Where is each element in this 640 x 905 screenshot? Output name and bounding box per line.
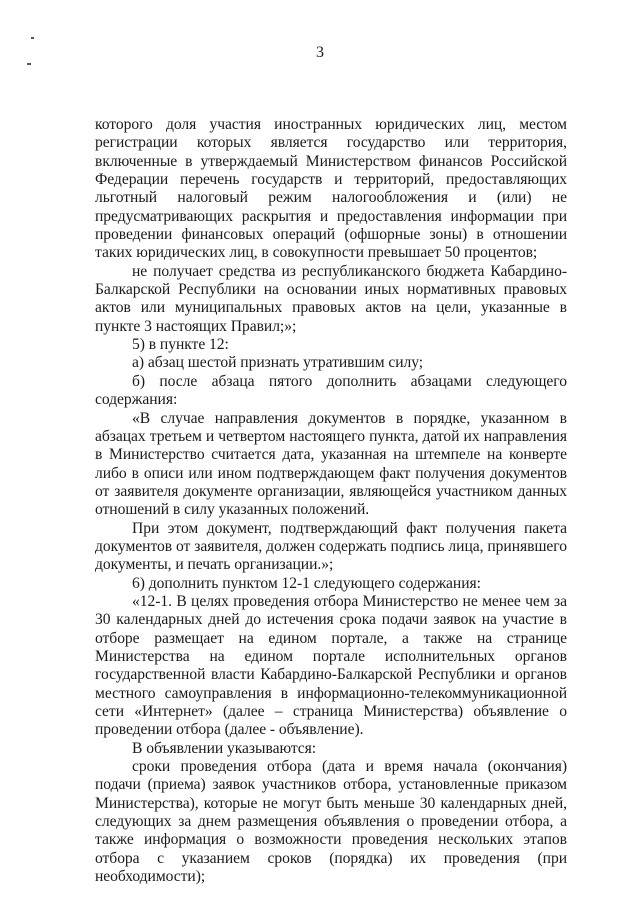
paragraph-selection-deadlines: сроки проведения отбора (дата и время начала (окончания) подачи (приема) заявок участников отбора, установленные приказом Министерства), которые не могут быть меньше 30 календарных дней, следующих за днем размещения объявления о проведении отбора, а также информация о возможности проведения нескольких этапов отбора с указанием сроков (порядка) их проведения (при необходимости);: [95, 758, 567, 886]
paragraph-announcement-contents: В объявлении указываются:: [132, 739, 317, 757]
paragraph-budget-condition: не получает средства из республиканского бюджета Кабардино-Балкарской Республики на основании иных нормативных правовых актов или муниципальных правовых актов на цели, указанные в пункте 3 настоящих Правил;»;: [95, 262, 567, 335]
paragraph-item-6: 6) дополнить пунктом 12-1 следующего содержания:: [132, 574, 481, 592]
paragraph-item-5a: а) абзац шестой признать утратившим силу;: [132, 354, 424, 372]
paragraph-continuation: которого доля участия иностранных юридических лиц, местом регистрации которых является государство или территория, включенные в утверждаемый Министерством финансов Российской Федерации перечень государств и территорий, предоставляющих льготный налоговый режим налогообложения и (или) не предусматривающих раскрытия и предоставления информации при проведении финансовых операций (офшорные зоны) в отношении таких юридических лиц, в совокупности превышает 50 процентов;: [95, 116, 567, 262]
paragraph-receipt-document: При этом документ, подтверждающий факт получения пакета документов от заявителя, должен содержать подпись лица, принявшего документы, и печать организации.»;: [95, 519, 567, 574]
paragraph-item-12-1: «12-1. В целях проведения отбора Министерство не менее чем за 30 календарных дней до истечения срока подачи заявок на участие в отборе размещает на едином портале, а также на странице Министерства на едином портале исполнительных органов государственной власти Кабардино-Балкарской Республики и органов местного самоуправления в информационно-телекоммуникационной сети «Интернет» (далее – страница Министерства) объявление о проведении отбора (далее - объявление).: [95, 592, 567, 739]
document-body: [95, 116, 567, 886]
paragraph-sending-documents: «В случае направления документов в порядке, указанном в абзацах третьем и четвертом настоящего пункта, датой их направления в Министерство считается дата, указанная на штемпеле на конверте либо в описи или ином подтверждающем факт получения документов от заявителя документе организации, являющейся участником данных отношений в силу указанных положений.: [95, 409, 567, 519]
paragraph-item-5b: б) после абзаца пятого дополнить абзацами следующего содержания:: [95, 372, 567, 409]
paragraph-item-5: 5) в пункте 12:: [132, 336, 229, 354]
scan-artifact-mark-top: [31, 37, 34, 39]
scan-artifact-mark-bottom: [27, 63, 31, 65]
page-number: 3: [316, 44, 324, 61]
